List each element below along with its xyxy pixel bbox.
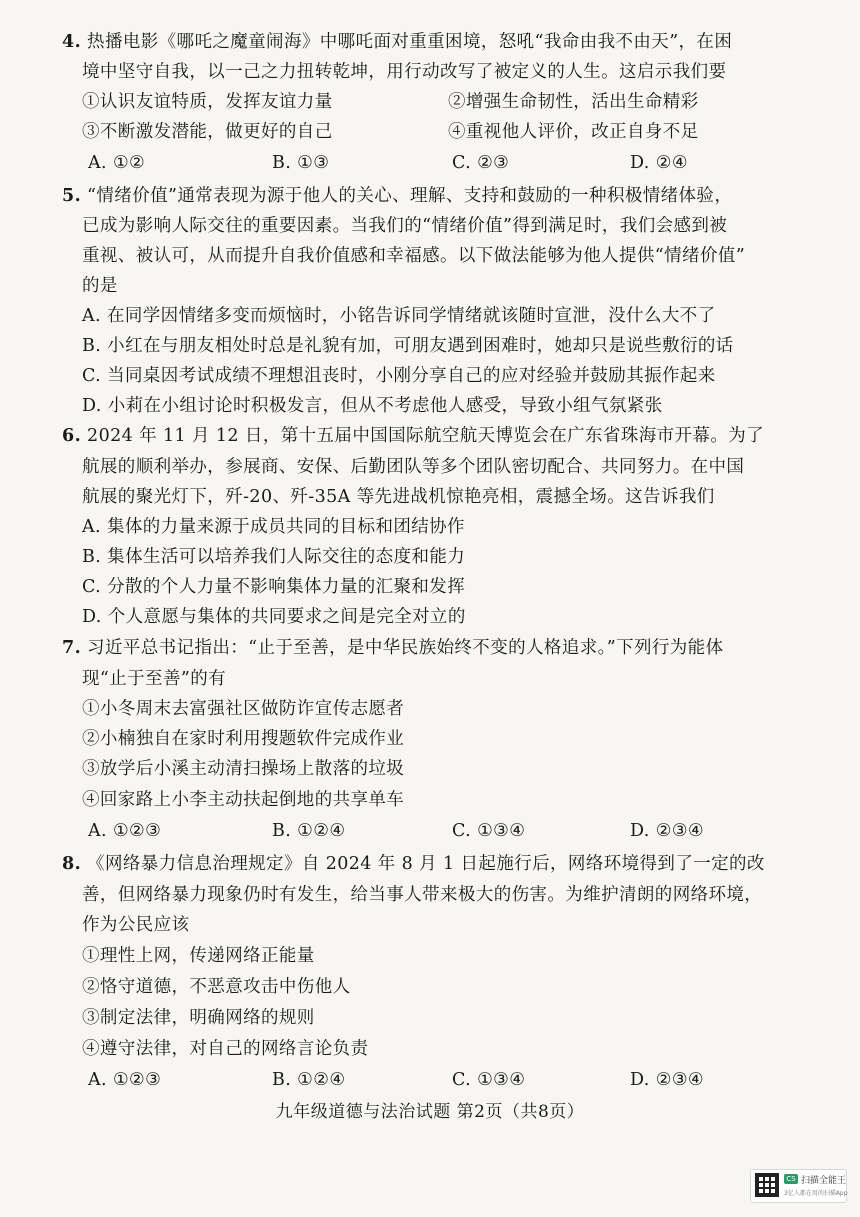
statement: ④回家路上小李主动扶起倒地的共享单车 — [82, 790, 405, 810]
watermark-title: 扫描全能王 — [801, 1176, 847, 1186]
question-stem-line: 航展的顺利举办，参展商、安保、后勤团队等多个团队密切配合、共同努力。在中国 — [82, 457, 745, 477]
answer-option-d: D. ②③④ — [630, 1070, 704, 1090]
question-stem-line: 习近平总书记指出：“止于至善，是中华民族始终不变的人格追求。”下列行为能体 — [87, 638, 724, 658]
question-stem-line: 航展的聚光灯下，歼-20、歼-35A 等先进战机惊艳亮相，震撼全场。这告诉我们 — [82, 487, 715, 507]
statement: ④重视他人评价，改正自身不足 — [448, 122, 699, 142]
statement: ④遵守法律，对自己的网络言论负责 — [82, 1039, 369, 1059]
answer-option-d: D. 小莉在小组讨论时积极发言，但从不考虑他人感受，导致小组气氛紧张 — [82, 396, 663, 416]
answer-option-c: C. ①③④ — [452, 821, 526, 841]
answer-option-b: B. ①②④ — [272, 821, 346, 841]
question-stem-line: 《网络暴力信息治理规定》自 2024 年 8 月 1 日起施行后，网络环境得到了一定的改 — [87, 854, 765, 874]
question-stem-line: 热播电影《哪吒之魔童闹海》中哪吒面对重重困境，怒吼“我命由我不由天”，在困 — [87, 32, 733, 52]
question-number: 6. — [62, 426, 82, 446]
question-stem-line: 2024 年 11 月 12 日，第十五届中国国际航空航天博览会在广东省珠海市开幕。为了 — [87, 426, 765, 446]
question-number: 5. — [62, 186, 82, 206]
cs-logo-icon: CS — [784, 1174, 798, 1184]
answer-option-a: A. 集体的力量来源于成员共同的目标和团结协作 — [82, 517, 465, 537]
page-footer: 九年级道德与法治试题 第2页（共8页） — [275, 1102, 585, 1122]
answer-option-a: A. ①②③ — [88, 1070, 162, 1090]
statement: ①理性上网，传递网络正能量 — [82, 946, 315, 966]
statement: ①认识友谊特质，发挥友谊力量 — [82, 92, 333, 112]
statement: ②增强生命韧性，活出生命精彩 — [448, 92, 699, 112]
answer-option-a: A. ①② — [88, 153, 146, 173]
question-stem-line: 现“止于至善”的有 — [82, 669, 226, 689]
watermark-subtitle: 3亿人都在用的扫描App — [784, 1190, 848, 1197]
answer-option-c: C. ①③④ — [452, 1070, 526, 1090]
question-stem-line: “情绪价值”通常表现为源于他人的关心、理解、支持和鼓励的一种积极情绪体验， — [87, 186, 733, 206]
answer-option-c: C. 当同桌因考试成绩不理想沮丧时，小刚分享自己的应对经验并鼓励其振作起来 — [82, 366, 716, 386]
question-stem-line: 重视、被认可，从而提升自我价值感和幸福感。以下做法能够为他人提供“情绪价值” — [82, 246, 746, 266]
answer-option-b: B. ①③ — [272, 153, 330, 173]
answer-option-a: A. ①②③ — [88, 821, 162, 841]
statement: ②小楠独自在家时利用搜题软件完成作业 — [82, 729, 405, 749]
question-stem-line: 作为公民应该 — [82, 915, 190, 935]
question-stem-line: 已成为影响人际交往的重要因素。当我们的“情绪价值”得到满足时，我们会感到被 — [82, 216, 728, 236]
question-stem-line: 的是 — [82, 276, 118, 296]
answer-option-b: B. 小红在与朋友相处时总是礼貌有加，可朋友遇到困难时，她却只是说些敷衍的话 — [82, 336, 734, 356]
answer-option-d: D. ②④ — [630, 153, 688, 173]
answer-option-c: C. ②③ — [452, 153, 510, 173]
answer-option-d: D. 个人意愿与集体的共同要求之间是完全对立的 — [82, 607, 466, 627]
statement: ③不断激发潜能，做更好的自己 — [82, 122, 333, 142]
qr-code-icon — [755, 1173, 779, 1197]
answer-option-b: B. ①②④ — [272, 1070, 346, 1090]
question-stem-line: 境中坚守自我，以一己之力扭转乾坤，用行动改写了被定义的人生。这启示我们要 — [82, 62, 727, 82]
statement: ①小冬周末去富强社区做防诈宣传志愿者 — [82, 699, 405, 719]
statement: ②恪守道德，不恶意攻击中伤他人 — [82, 977, 351, 997]
question-number: 4. — [62, 32, 82, 52]
statement: ③制定法律，明确网络的规则 — [82, 1008, 315, 1028]
answer-option-a: A. 在同学因情绪多变而烦恼时，小铭告诉同学情绪就该随时宣泄，没什么大不了 — [82, 306, 716, 326]
answer-option-d: D. ②③④ — [630, 821, 704, 841]
statement: ③放学后小溪主动清扫操场上散落的垃圾 — [82, 759, 405, 779]
answer-option-c: C. 分散的个人力量不影响集体力量的汇聚和发挥 — [82, 577, 466, 597]
answer-option-b: B. 集体生活可以培养我们人际交往的态度和能力 — [82, 547, 466, 567]
question-number: 8. — [62, 854, 82, 874]
scanner-watermark — [750, 1169, 847, 1203]
question-number: 7. — [62, 638, 82, 658]
question-stem-line: 善，但网络暴力现象仍时有发生，给当事人带来极大的伤害。为维护清朗的网络环境， — [82, 885, 763, 905]
